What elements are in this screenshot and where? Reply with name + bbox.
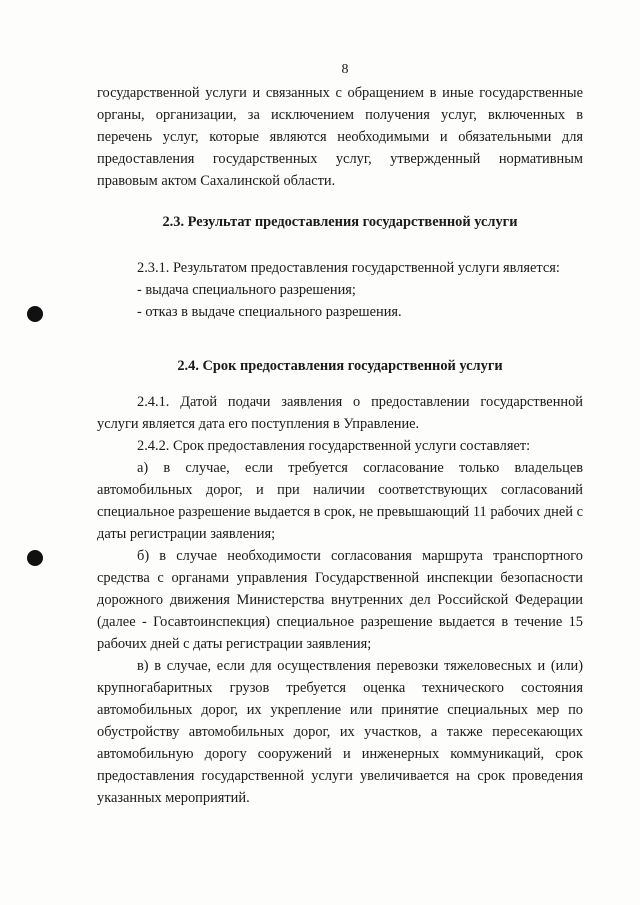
punch-hole-mark bbox=[27, 306, 43, 322]
section-2-4-heading: 2.4. Срок предоставления государственной услуги bbox=[177, 358, 503, 374]
bullet-item: - отказ в выдаче специального разрешения. bbox=[137, 304, 402, 320]
item-2-4-2: 2.4.2. Срок предоставления государственной услуги составляет: bbox=[137, 438, 531, 454]
section-2-3-heading: 2.3. Результат предоставления государственной услуги bbox=[162, 214, 518, 230]
subitem-b: б) в случае необходимости согласования маршрута транспортного средства с органами управления Государственной инспекции безопасности дорожного движения Министерства внутренних дел Российской Федерации (далее - Госавтоинспекция) специальное разрешение выдается в течение 15 рабочих дней с даты регистрации заявления; bbox=[97, 548, 583, 652]
subitem-a: а) в случае, если требуется согласование только владельцев автомобильных дорог, и при наличии соответствующих согласований специальное разрешение выдается в срок, не превышающий 11 рабочих дней с даты регистрации заявления; bbox=[97, 460, 583, 542]
bullet-item: - выдача специального разрешения; bbox=[137, 282, 356, 298]
document-body bbox=[97, 82, 583, 809]
punch-hole-mark bbox=[27, 550, 43, 566]
intro-paragraph: государственной услуги и связанных с обращением в иные государственные органы, организации, за исключением получения услуг, включенных в перечень услуг, которые являются необходимыми и обязательными для предоставления государственных услуг, утвержденный нормативным правовым актом Сахалинской области. bbox=[97, 85, 583, 189]
page-number: 8 bbox=[341, 62, 349, 77]
subitem-v: в) в случае, если для осуществления перевозки тяжеловесных и (или) крупногабаритных грузов требуется оценка технического состояния автомобильных дорог, их укрепление или принятие специальных мер по обустройству автомобильных дорог, их участков, а также пересекающих автомобильную дорогу сооружений и инженерных коммуникаций, срок предоставления государственной услуги увеличивается на срок проведения указанных мероприятий. bbox=[97, 658, 583, 806]
item-2-3-1: 2.3.1. Результатом предоставления государственной услуги является: bbox=[137, 260, 560, 276]
item-2-4-1: 2.4.1. Датой подачи заявления о предоставлении государственной услуги является дата его поступления в Управление. bbox=[97, 394, 583, 432]
